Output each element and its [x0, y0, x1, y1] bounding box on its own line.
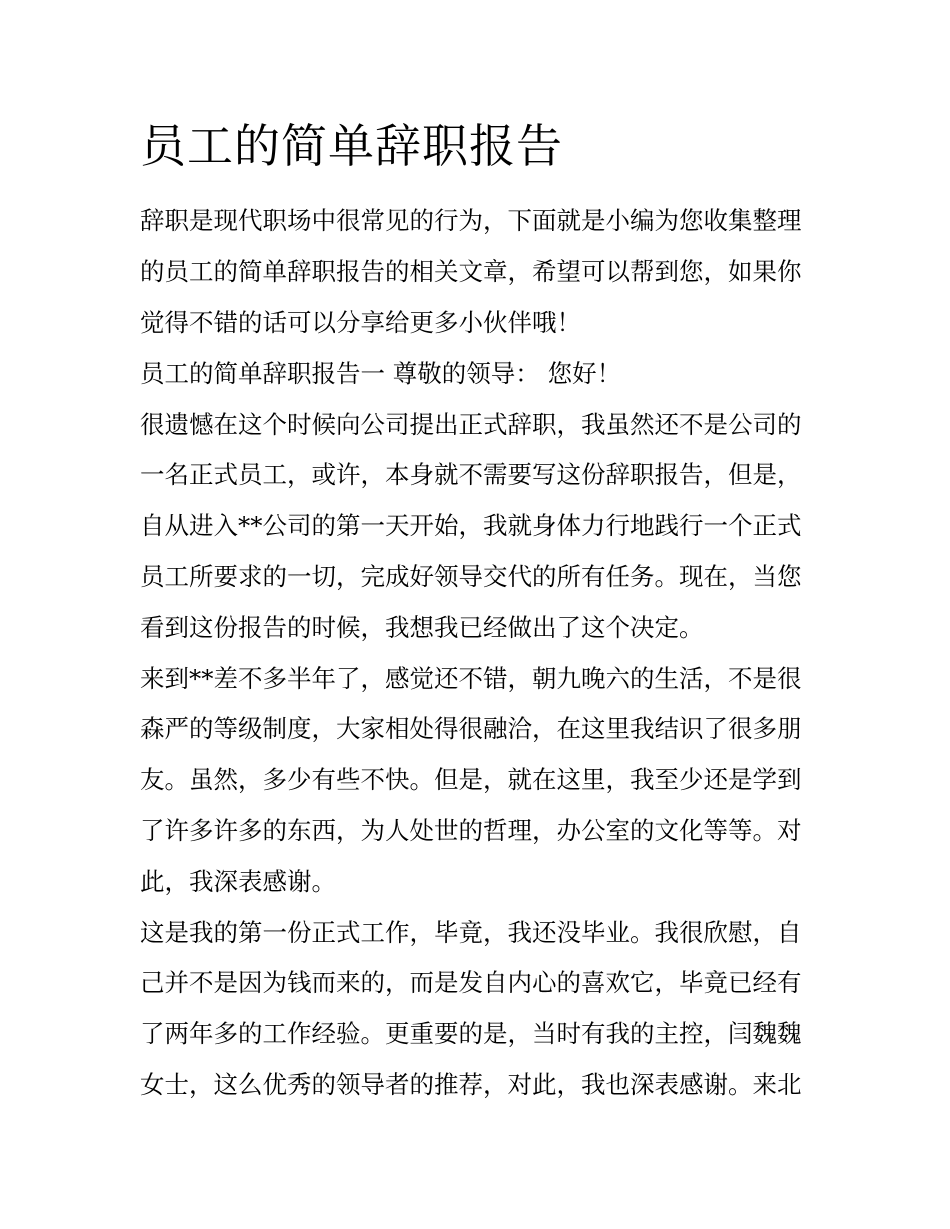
paragraph-line: 己并不是因为钱而来的，而是发自内心的喜欢它，毕竟已经有	[140, 968, 802, 997]
paragraph-line: 友。虽然，多少有些不快。但是，就在这里，我至少还是学到	[140, 765, 802, 794]
paragraph-line: 很遗憾在这个时候向公司提出正式辞职，我虽然还不是公司的	[140, 410, 802, 439]
paragraph-line: 辞职是现代职场中很常见的行为，下面就是小编为您收集整理	[140, 206, 802, 235]
paragraph-line: 的员工的简单辞职报告的相关文章，希望可以帮到您，如果你	[140, 257, 802, 286]
paragraph-line: 来到**差不多半年了，感觉还不错，朝九晚六的生活，不是很	[140, 664, 802, 693]
paragraph-line: 这是我的第一份正式工作，毕竟，我还没毕业。我很欣慰，自	[140, 918, 802, 947]
paragraph-line: 此，我深表感谢。	[140, 867, 336, 896]
paragraph-line: 森严的等级制度，大家相处得很融洽，在这里我结识了很多朋	[140, 714, 802, 743]
paragraph-line: 女士，这么优秀的领导者的推荐，对此，我也深表感谢。来北	[140, 1070, 802, 1099]
paragraph-line: 一名正式员工，或许，本身就不需要写这份辞职报告，但是，	[140, 460, 802, 489]
paragraph-line: 员工所要求的一切，完成好领导交代的所有任务。现在，当您	[140, 562, 802, 591]
paragraph-line: 看到这份报告的时候，我想我已经做出了这个决定。	[140, 613, 704, 642]
document-title: 员工的简单辞职报告	[140, 119, 563, 173]
paragraph-line: 员工的简单辞职报告一 尊敬的领导： 您好！	[140, 359, 622, 388]
paragraph-line: 了两年多的工作经验。更重要的是，当时有我的主控，闫魏魏	[140, 1019, 802, 1048]
paragraph-line: 觉得不错的话可以分享给更多小伙伴哦！	[140, 308, 581, 337]
paragraph-line: 自从进入**公司的第一天开始，我就身体力行地践行一个正式	[140, 511, 802, 540]
paragraph-line: 了许多许多的东西，为人处世的哲理，办公室的文化等等。对	[140, 816, 802, 845]
